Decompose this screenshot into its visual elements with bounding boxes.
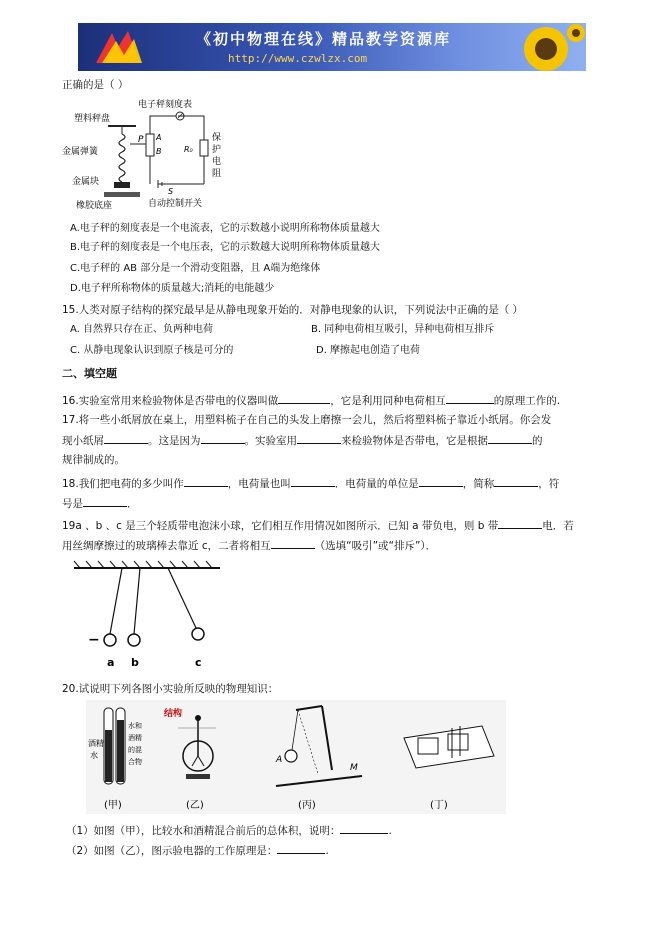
q18-blank-2[interactable] xyxy=(291,476,335,487)
label-resistor-1: 保 xyxy=(212,133,222,143)
charged-balls-diagram xyxy=(70,560,230,672)
q14-option-b: B.电子秤的刻度表是一个电压表，它的示数越大说明所称物体质量越大 xyxy=(70,242,381,253)
q15-option-a: A. 自然界只存在正、负两种电荷 xyxy=(70,324,214,335)
site-logo-icon xyxy=(88,27,148,67)
ball-c-label: c xyxy=(195,656,202,669)
q15-stem: 15.人类对原子结构的探究最早是从静电现象开始的．对静电现象的认识，下列说法中正确的是（ ） xyxy=(62,304,524,316)
q20-blank-1[interactable] xyxy=(340,823,388,834)
q15-option-b: B. 同种电荷相互吸引，异种电荷相互排斥 xyxy=(311,324,495,335)
label-block: 金属块 xyxy=(72,177,100,187)
jia-right-4: 合物 xyxy=(128,758,142,766)
caption-bing: (丙) xyxy=(298,800,316,811)
sunflower-icon xyxy=(506,23,586,71)
caption-yi: (乙) xyxy=(186,800,204,811)
q17-line-2: 现小纸屑 。这是因为 。实验室用 来检验物体是否带电，它是根据 的 xyxy=(62,435,543,447)
jia-right-2: 酒精 xyxy=(128,734,142,742)
label-a: A xyxy=(156,133,162,142)
q15-option-d: D. 摩擦起电创造了电荷 xyxy=(316,345,421,356)
q17-blank-3[interactable] xyxy=(297,433,341,444)
label-p: P xyxy=(138,135,144,145)
q19-blank-1[interactable] xyxy=(498,518,542,529)
q18-blank-3[interactable] xyxy=(419,476,463,487)
q19-line-2: 用丝绸摩擦过的玻璃棒去靠近 c，二者将相互 （选填“吸引”或“排斥”）． xyxy=(62,540,437,552)
q15-option-c: C. 从静电现象认识到原子核是可分的 xyxy=(70,345,234,356)
label-resistor-2: 护 xyxy=(212,145,222,155)
jia-right-1: 水和 xyxy=(128,722,142,730)
q18-blank-4[interactable] xyxy=(494,476,538,487)
q17-line-1: 17.将一些小纸屑放在桌上，用塑料梳子在自己的头发上磨擦一会儿，然后将塑料梳子靠近小纸屑。你会发 xyxy=(62,414,552,426)
label-scale-meter: 电子秤刻度表 xyxy=(138,100,193,110)
q20-sub-1: （1）如图（甲），比较水和酒精混合前后的总体积，说明： . xyxy=(66,825,392,837)
yi-label: 结构 xyxy=(164,709,183,719)
banner-title: 《初中物理在线》精品教学资源库 xyxy=(196,30,452,48)
label-r0: R₀ xyxy=(184,145,193,154)
q18-blank-1[interactable] xyxy=(184,476,228,487)
header-banner xyxy=(78,23,586,71)
q19-line-1: 19a 、b 、c 是三个轻质带电泡沫小球，它们相互作用情况如图所示．已知 a 带负电，则 b 带 电．若 xyxy=(62,520,574,532)
section-heading: 二、填空题 xyxy=(62,367,117,380)
label-pan: 塑料秤盘 xyxy=(74,114,111,124)
label-resistor-3: 电 xyxy=(212,157,222,167)
label-b: B xyxy=(156,147,162,156)
q14-option-d: D.电子秤所称物体的质量越大;消耗的电能越少 xyxy=(70,283,275,294)
q18-blank-5[interactable] xyxy=(83,496,127,507)
label-base: 橡胶底座 xyxy=(76,201,113,211)
q16-blank-1[interactable] xyxy=(278,393,330,404)
q19-blank-2[interactable] xyxy=(271,538,315,549)
ball-a-label: a xyxy=(107,656,115,669)
q14-stem-tail: 正确的是（ ） xyxy=(62,79,129,91)
q20-sub-2: （2）如图（乙），图示验电器的工作原理是： . xyxy=(66,845,329,857)
label-switch: 自动控制开关 xyxy=(148,199,203,209)
q16-blank-2[interactable] xyxy=(446,393,494,404)
neg-sign: − xyxy=(88,632,100,648)
jia-left-label: 酒精 xyxy=(88,739,104,748)
q18-line-2: 号是 ． xyxy=(62,498,138,510)
q18-line-1: 18.我们把电荷的多少叫作 ，电荷量也叫 ．电荷量的单位是 ，简称 ，符 xyxy=(62,478,560,490)
q17-blank-2[interactable] xyxy=(201,433,245,444)
q20-blank-2[interactable] xyxy=(277,843,325,854)
q17-line-3: 规律制成的。 xyxy=(62,454,125,466)
ball-b-label: b xyxy=(131,656,139,669)
label-spring: 金属弹簧 xyxy=(62,147,99,157)
jia-left-label-2: 水 xyxy=(90,751,98,760)
q16-text: 16.实验室常用来检验物体是否带电的仪器叫做 ，它是利用同种电荷相互 的原理工作的. xyxy=(62,395,561,407)
banner-url: http://www.czwlzx.com xyxy=(228,52,368,65)
experiments-figure xyxy=(86,700,506,814)
q17-blank-1[interactable] xyxy=(104,433,148,444)
q17-blank-4[interactable] xyxy=(488,433,532,444)
bing-m-label: M xyxy=(350,763,358,773)
q20-stem: 20.试说明下列各图小实验所反映的物理知识： xyxy=(62,683,279,695)
caption-jia: (甲) xyxy=(104,800,122,811)
electronic-scale-diagram xyxy=(62,96,262,214)
q14-option-c: C.电子秤的 AB 部分是一个滑动变阻器，且 A端为绝缘体 xyxy=(70,263,321,274)
q14-option-a: A.电子秤的刻度表是一个电流表，它的示数越小说明所称物体质量越大 xyxy=(70,223,380,234)
label-s: S xyxy=(168,187,174,196)
label-resistor-4: 阻 xyxy=(212,169,222,179)
bing-a-label: A xyxy=(276,755,283,765)
jia-right-3: 的混 xyxy=(128,746,142,754)
caption-ding: (丁) xyxy=(430,800,448,811)
